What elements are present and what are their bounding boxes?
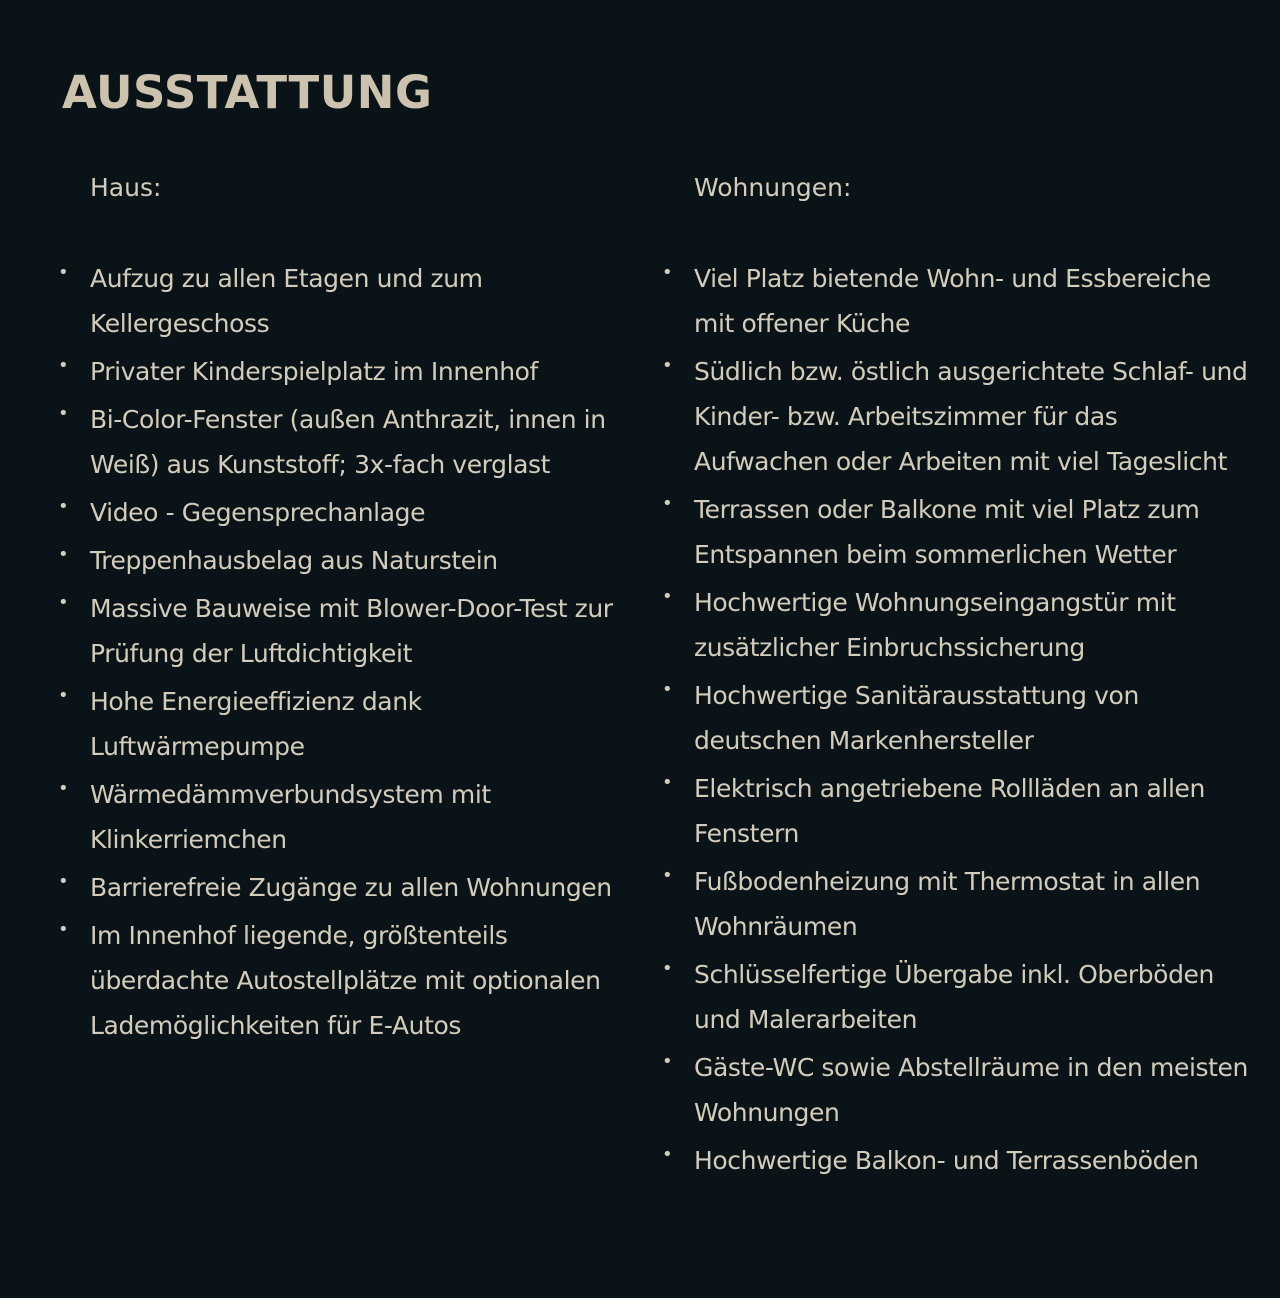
list-item [660, 1045, 1250, 1135]
bullet-icon: • [58, 919, 69, 940]
list-item-text: Viel Platz bietende Wohn- und Essbereiche mit offener Küche [694, 264, 1211, 338]
list-item-text: Video - Gegensprechanlage [90, 498, 426, 527]
wohnungen-heading: Wohnungen: [694, 173, 852, 202]
list-item-text: Elektrisch angetriebene Rollläden an allen Fenstern [694, 774, 1205, 848]
list-item-text: Gäste-WC sowie Abstellräume in den meisten Wohnungen [694, 1053, 1248, 1127]
bullet-icon: • [662, 262, 673, 283]
page-title: AUSSTATTUNG [62, 66, 433, 119]
bullet-icon: • [58, 778, 69, 799]
list-item-text: Bi-Color-Fenster (außen Anthrazit, innen in Weiß) aus Kunststoff; 3x-fach verglast [90, 405, 606, 479]
bullet-icon: • [58, 496, 69, 517]
haus-section [56, 168, 636, 1051]
bullet-icon: • [58, 871, 69, 892]
bullet-icon: • [58, 592, 69, 613]
list-item [660, 580, 1250, 670]
list-item-text: Im Innenhof liegende, größtenteils überdachte Autostellplätze mit optionalen Lademöglichkeiten für E-Autos [90, 921, 601, 1040]
haus-heading: Haus: [90, 173, 162, 202]
list-item-text: Hochwertige Balkon- und Terrassenböden [694, 1146, 1199, 1175]
wohnungen-section [660, 168, 1250, 1186]
bullet-icon: • [662, 1051, 673, 1072]
list-item [56, 772, 636, 862]
list-item [56, 256, 636, 346]
list-item [56, 679, 636, 769]
bullet-icon: • [662, 679, 673, 700]
haus-feature-list [56, 256, 636, 1048]
list-item [660, 952, 1250, 1042]
list-item [660, 673, 1250, 763]
list-item-text: Aufzug zu allen Etagen und zum Kellergeschoss [90, 264, 483, 338]
list-item [660, 1138, 1250, 1183]
list-item-text: Südlich bzw. östlich ausgerichtete Schlaf- und Kinder- bzw. Arbeitszimmer für das Aufwachen oder Arbeiten mit viel Tageslicht [694, 357, 1248, 476]
list-item-text: Massive Bauweise mit Blower-Door-Test zur Prüfung der Luftdichtigkeit [90, 594, 613, 668]
list-item [56, 913, 636, 1048]
list-item-text: Schlüsselfertige Übergabe inkl. Oberböden und Malerarbeiten [694, 960, 1214, 1034]
list-item [660, 349, 1250, 484]
bullet-icon: • [58, 685, 69, 706]
bullet-icon: • [662, 355, 673, 376]
list-item-text: Hochwertige Wohnungseingangstür mit zusätzlicher Einbruchssicherung [694, 588, 1176, 662]
bullet-icon: • [58, 403, 69, 424]
list-item [56, 490, 636, 535]
bullet-icon: • [662, 772, 673, 793]
bullet-icon: • [662, 493, 673, 514]
list-item-text: Terrassen oder Balkone mit viel Platz zum Entspannen beim sommerlichen Wetter [694, 495, 1200, 569]
list-item [660, 766, 1250, 856]
list-item [56, 397, 636, 487]
bullet-icon: • [58, 355, 69, 376]
bullet-icon: • [58, 262, 69, 283]
list-item [56, 865, 636, 910]
list-item [56, 349, 636, 394]
list-item-text: Barrierefreie Zugänge zu allen Wohnungen [90, 873, 612, 902]
wohnungen-feature-list [660, 256, 1250, 1183]
list-item-text: Wärmedämmverbundsystem mit Klinkerriemchen [90, 780, 491, 854]
bullet-icon: • [662, 865, 673, 886]
list-item [660, 487, 1250, 577]
list-item [660, 256, 1250, 346]
list-item-text: Hohe Energieeffizienz dank Luftwärmepumpe [90, 687, 422, 761]
bullet-icon: • [662, 958, 673, 979]
list-item-text: Treppenhausbelag aus Naturstein [90, 546, 498, 575]
list-item-text: Privater Kinderspielplatz im Innenhof [90, 357, 538, 386]
list-item [56, 586, 636, 676]
list-item-text: Fußbodenheizung mit Thermostat in allen Wohnräumen [694, 867, 1201, 941]
list-item [56, 538, 636, 583]
bullet-icon: • [58, 544, 69, 565]
bullet-icon: • [662, 586, 673, 607]
bullet-icon: • [662, 1144, 673, 1165]
list-item [660, 859, 1250, 949]
list-item-text: Hochwertige Sanitärausstattung von deutschen Markenhersteller [694, 681, 1139, 755]
